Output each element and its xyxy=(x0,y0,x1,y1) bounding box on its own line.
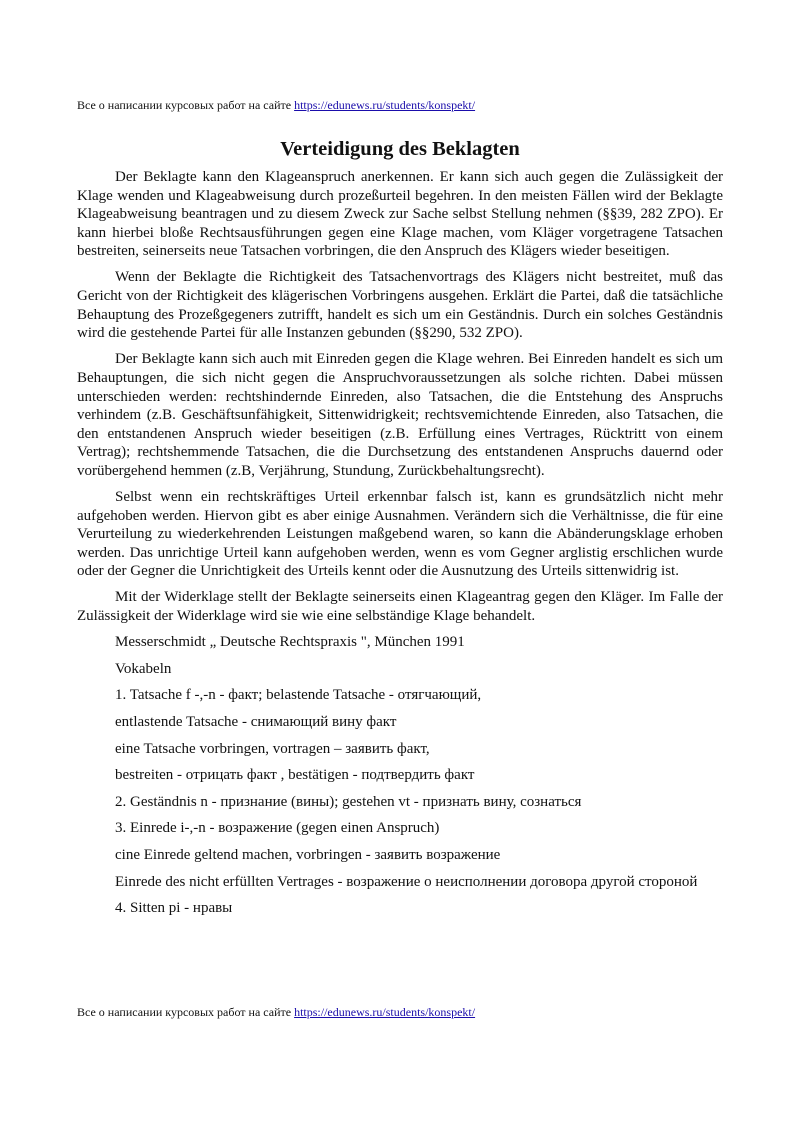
paragraph: Mit der Widerklage stellt der Beklagte seinerseits einen Klageantrag gegen den Kläger. Im Falle der Zulässigkeit der Widerklage wird sie wie eine selbständige Klage behandelt. xyxy=(77,589,723,625)
vocab-item: 1. Tatsache f -,-n - факт; belastende Tatsache - отягчающий, xyxy=(115,687,482,704)
paragraph: Der Beklagte kann den Klageanspruch anerkennen. Er kann sich auch gegen die Zulässigkeit der Klage wenden und Klageabweisung durch prozeßurteil begehren. In den meisten Fällen wird der Beklagte Klageabweisung beantragen und zu diesem Zweck zur Sache selbst Stellung nehmen (§§39, 282 ZPO). Er kann hierbei bloße Rechtsausführungen gegen eine Klage machen, vom Kläger vorgetragene Tatsachen bestreiten, seinerseits neue Tatsachen vorbringen, die den Anspruch des Klägers wieder beseitigen. xyxy=(77,169,723,260)
footer-text: Все о написании курсовых работ на сайте xyxy=(77,1005,295,1019)
paragraph: Wenn der Beklagte die Richtigkeit des Tatsachenvortrags des Klägers nicht bestreitet, muß das Gericht von der Richtigkeit des klägerischen Vorbringens ausgehen. Erklärt die Partei, daß die tatsächliche Behauptung des Prozeßgegeners zutrifft, handelt es sich um ein Geständnis. Durch ein solches Geständnis wird die gestehende Partei für alle Instanzen gebunden (§§290, 532 ZPO). xyxy=(77,269,723,342)
paragraph: Der Beklagte kann sich auch mit Einreden gegen die Klage wehren. Bei Einreden handelt es sich um Behauptungen, die sich nicht gegen die Anspruchvoraussetzungen als solche richten. Dabei müssen unterschieden werden: rechtshindernde Einreden, also Tatsachen, die die Entstehung des Anspruchs verhindem (z.B. Geschäftsunfähigkeit, Sittenwidrigkeit; rechtsvemichtende Einreden, also Tatsachen, die den entstandenen Anspruch wieder beseitigen (z.B. Erfüllung eines Vertrages, Rücktritt von einem Vertrag); rechtshemmende Tatsachen, die die Durchsetzung des entstandenen Anspruchs dauernd oder vorübergehend hemmen (z.B, Verjährung, Stundung, Zurückbehaltungsrecht). xyxy=(77,351,723,479)
vocab-item: entlastende Tatsache - снимающий вину факт xyxy=(115,713,397,730)
page-header xyxy=(77,97,475,113)
vocab-item: cine Einrede geltend machen, vorbringen - заявить возражение xyxy=(115,846,501,863)
vocab-item: eine Tatsache vorbringen, vortragen – заявить факт, xyxy=(115,740,430,757)
page-footer xyxy=(77,1004,475,1020)
footer-link[interactable]: https://edunews.ru/students/konspekt/ xyxy=(294,1005,476,1019)
source-citation: Messerschmidt „ Deutsche Rechtspraxis ", München 1991 xyxy=(115,634,465,651)
paragraph: Selbst wenn ein rechtskräftiges Urteil erkennbar falsch ist, kann es grundsätzlich nicht mehr aufgehoben werden. Hiervon gibt es aber einige Ausnahmen. Verändern sich die Verhältnisse, die für eine Verurteilung zu wiederkehrenden Leistungen maßgebend waren, so kann die Abänderungsklage erhoben werden. Das unrichtige Urteil kann aufgehoben werden, wenn es vom Gegner arglistig erschlichen wurde oder der Gegner die Unrichtigkeit des Urteils kennt oder die Ausnutzung des Urteils sittenwidrig ist. xyxy=(77,489,723,580)
vocab-heading: Vokabeln xyxy=(115,660,172,677)
header-link[interactable]: https://edunews.ru/students/konspekt/ xyxy=(294,98,476,112)
vocab-item: bestreiten - отрицать факт , bestätigen - подтвердить факт xyxy=(115,767,475,784)
vocab-item: Einrede des nicht erfüllten Vertrages - возражение о неисполнении договора другой стороной xyxy=(115,873,698,890)
vocab-item: 4. Sitten pi - нравы xyxy=(115,899,233,916)
document-body xyxy=(77,168,723,925)
document-title: Verteidigung des Beklagten xyxy=(280,138,520,160)
vocab-item: 2. Geständnis n - признание (вины); gestehen vt - признать вину, сознаться xyxy=(115,793,582,810)
vocab-item: 3. Einrede i-,-n - возражение (gegen einen Anspruch) xyxy=(115,820,440,837)
header-text: Все о написании курсовых работ на сайте xyxy=(77,98,295,112)
